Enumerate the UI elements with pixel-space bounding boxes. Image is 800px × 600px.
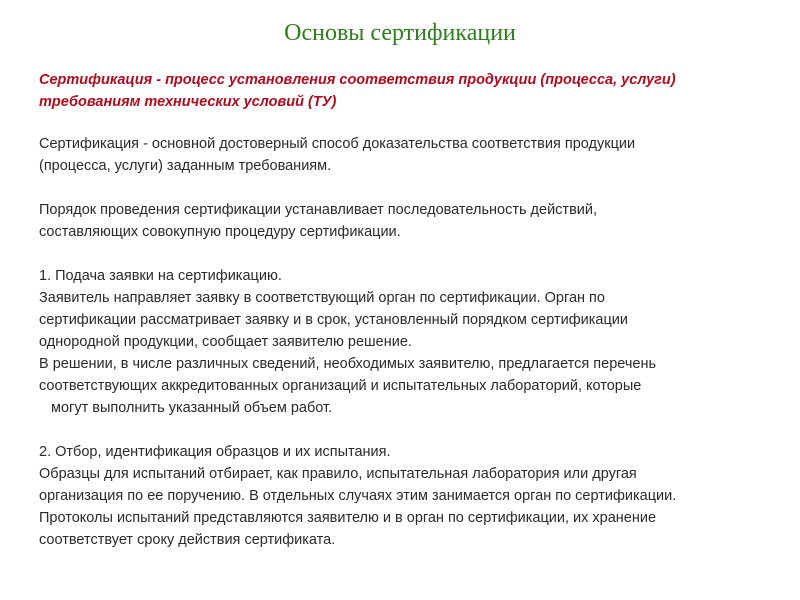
step-heading: 1. Подача заявки на сертификацию.	[39, 268, 282, 284]
definition-text	[39, 69, 769, 113]
paragraph-certification-method	[39, 133, 769, 177]
paragraph-line: Сертификация - основной достоверный способ доказательства соответствия продукции	[39, 136, 636, 152]
step-line: В решении, в числе различных сведений, необходимых заявителю, предлагается перечень	[39, 356, 657, 372]
paragraph-certification-procedure	[39, 199, 769, 243]
step-heading: 2. Отбор, идентификация образцов и их испытания.	[39, 444, 391, 460]
slide-content	[39, 69, 769, 573]
paragraph-line: Порядок проведения сертификации устанавливает последовательность действий,	[39, 202, 597, 218]
step-line: соответствует сроку действия сертификата.	[39, 532, 336, 548]
paragraph-line: составляющих совокупную процедуру сертификации.	[39, 224, 401, 240]
definition-line: требованиям технических условий (ТУ)	[39, 94, 337, 110]
step-line: однородной продукции, сообщает заявителю решение.	[39, 334, 412, 350]
paragraph-line: (процесса, услуги) заданным требованиям.	[39, 158, 332, 174]
step-line: Заявитель направляет заявку в соответствующий орган по сертификации. Орган по	[39, 290, 605, 306]
definition-line: Сертификация - процесс установления соответствия продукции (процесса, услуги)	[39, 72, 676, 88]
step-line: Образцы для испытаний отбирает, как правило, испытательная лаборатория или другая	[39, 466, 637, 482]
slide-title: Основы сертификации	[284, 20, 516, 46]
step-line: организация по ее поручению. В отдельных случаях этим занимается орган по сертификации.	[39, 488, 677, 504]
step-line: соответствующих аккредитованных организаций и испытательных лабораторий, которые	[39, 378, 642, 394]
step-line: сертификации рассматривает заявку и в срок, установленный порядком сертификации	[39, 312, 628, 328]
step-1-application	[39, 265, 769, 419]
step-line: могут выполнить указанный объем работ.	[51, 400, 333, 416]
step-2-sampling	[39, 441, 769, 551]
step-line: Протоколы испытаний представляются заявителю и в орган по сертификации, их хранение	[39, 510, 657, 526]
